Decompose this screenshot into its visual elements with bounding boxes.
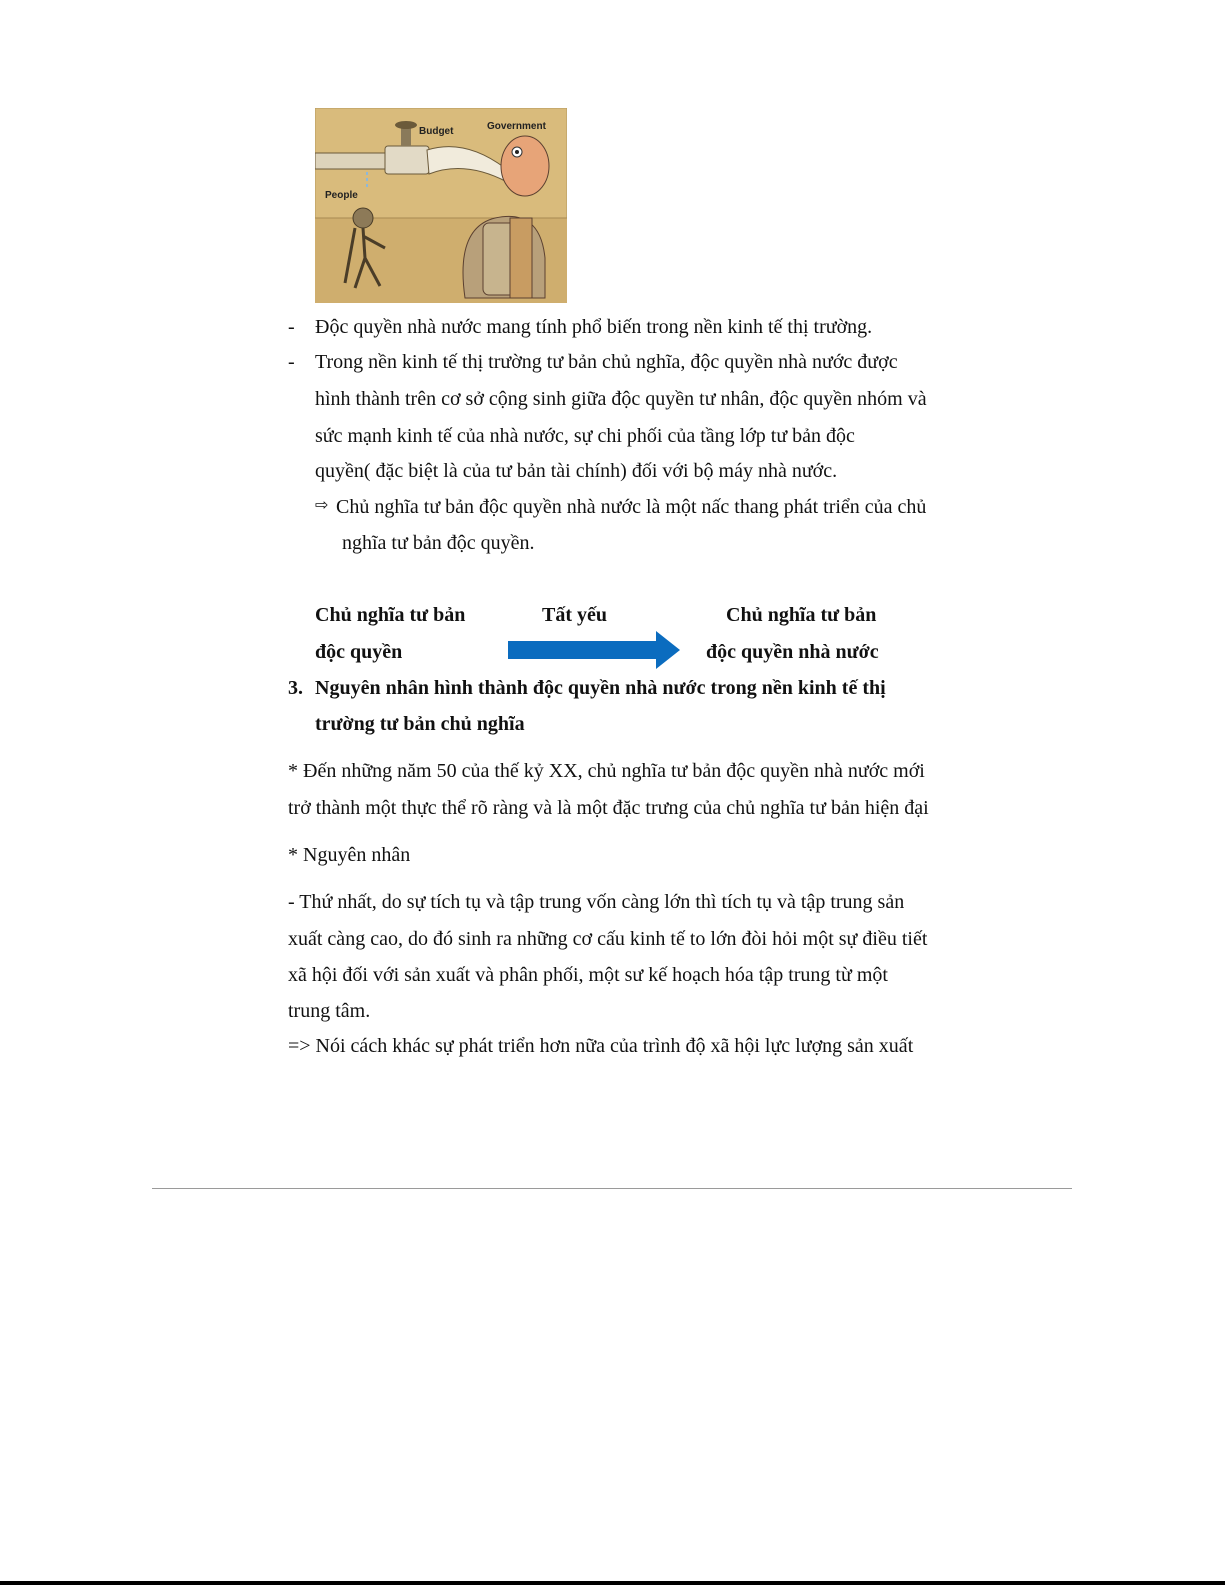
flow-to-label: Chủ nghĩa tư bản: [726, 604, 877, 626]
bullet-line: Độc quyền nhà nước mang tính phổ biến trong nền kinh tế thị trường.: [315, 316, 873, 338]
bullet-line: hình thành trên cơ sở cộng sinh giữa độc quyền tư nhân, độc quyền nhóm và: [315, 388, 927, 410]
body-line: trung tâm.: [288, 1000, 371, 1022]
body-line: * Đến những năm 50 của thế kỷ XX, chủ nghĩa tư bản độc quyền nhà nước mới: [288, 760, 925, 782]
page-bottom-edge: [0, 1581, 1225, 1585]
flow-arrow-icon: [508, 631, 680, 669]
section-heading: Nguyên nhân hình thành độc quyền nhà nước trong nền kinh tế thị: [315, 677, 886, 699]
bullet-dash: -: [288, 351, 295, 373]
conclusion-line: Chủ nghĩa tư bản độc quyền nhà nước là một nấc thang phát triển của chủ: [336, 496, 927, 518]
bullet-line: Trong nền kinh tế thị trường tư bản chủ nghĩa, độc quyền nhà nước được: [315, 351, 898, 373]
body-line: xã hội đối với sản xuất và phân phối, một sư kế hoạch hóa tập trung từ một: [288, 964, 888, 986]
flow-from-label: Chủ nghĩa tư bản: [315, 604, 466, 626]
cartoon-label-people: People: [325, 190, 358, 201]
body-line: * Nguyên nhân: [288, 844, 411, 866]
body-line: => Nói cách khác sự phát triển hơn nữa của trình độ xã hội lực lượng sản xuất: [288, 1035, 914, 1057]
cartoon-label-budget: Budget: [419, 126, 454, 137]
flow-from-label: độc quyền: [315, 641, 403, 663]
cartoon-label-government: Government: [487, 121, 546, 132]
conclusion-line: nghĩa tư bản độc quyền.: [342, 532, 535, 554]
bullet-line: quyền( đặc biệt là của tư bản tài chính) đối với bộ máy nhà nước.: [315, 460, 838, 482]
bullet-line: sức mạnh kinh tế của nhà nước, sự chi phối của tầng lớp tư bản độc: [315, 425, 855, 447]
page-divider: [152, 1188, 1072, 1189]
cartoon-illustration: [315, 108, 567, 303]
flow-to-label: độc quyền nhà nước: [706, 641, 879, 663]
body-line: - Thứ nhất, do sự tích tụ và tập trung vốn càng lớn thì tích tụ và tập trung sản: [288, 891, 905, 913]
heading-number: 3.: [288, 677, 303, 699]
body-line: trở thành một thực thể rõ ràng và là một đặc trưng của chủ nghĩa tư bản hiện đại: [288, 797, 929, 819]
flow-arrow-label: Tất yếu: [542, 604, 607, 626]
section-heading: trường tư bản chủ nghĩa: [315, 713, 525, 735]
bullet-dash: -: [288, 316, 295, 338]
conclusion-arrow-icon: ⇨: [315, 495, 329, 514]
body-line: xuất càng cao, do đó sinh ra những cơ cấu kinh tế to lớn đòi hỏi một sự điều tiết: [288, 928, 928, 950]
